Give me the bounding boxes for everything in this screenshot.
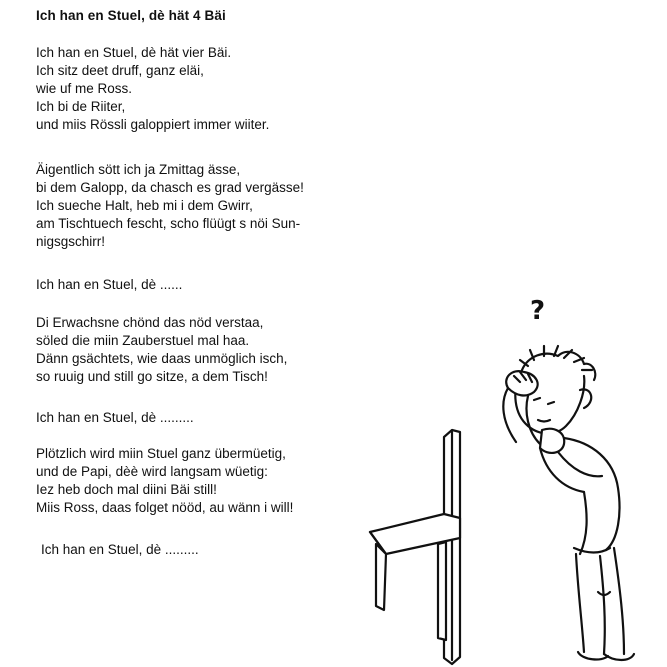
poem-line: und de Papi, dèè wird langsam wüetig: [36,464,268,479]
poem-line: Ich han en Stuel, dè ...... [36,277,183,292]
poem-line: Ich bi de Riiter, [36,99,126,114]
poem-line: Dänn gsächtets, wie daas unmöglich isch, [36,351,288,366]
poem-line: Iez heb doch mal diini Bäi still! [36,482,217,497]
puzzled-boy-and-chair-icon [352,292,667,667]
poem-line: Ich han en Stuel, dè ......... [36,410,194,425]
poem-line: Plötzlich wird miin Stuel ganz übermüetig, [36,446,286,461]
poem-line: bi dem Galopp, da chasch es grad vergässe! [36,180,304,195]
poem-line: Äigentlich sött ich ja Zmittag ässe, [36,162,241,177]
poem-line: Ich sueche Halt, heb mi i dem Gwirr, [36,198,253,213]
question-mark: ? [530,296,546,326]
poem-title: Ich han en Stuel, dè hät 4 Bäi [36,8,226,23]
poem-line: Ich sitz deet druff, ganz eläi, [36,63,204,78]
poem-line: so ruuig und still go sitze, a dem Tisch! [36,369,268,384]
chair-icon [370,430,460,664]
poem-line: und miis Rössli galoppiert immer wiiter. [36,117,270,132]
stanza-7-refrain [41,541,199,559]
stanza-2 [36,161,304,251]
boy-icon [503,346,634,660]
poem-line: Di Erwachsne chönd das nöd verstaa, [36,315,264,330]
stanza-6 [36,445,293,517]
stanza-5-refrain [36,409,194,427]
stanza-1 [36,44,269,134]
poem-line: söled die miin Zauberstuel mal haa. [36,333,250,348]
poem-line: am Tischtuech fescht, scho flüügt s nöi Sun- [36,216,301,231]
poem-line: Miis Ross, daas folget nööd, au wänn i will! [36,500,294,515]
poem-line: Ich han en Stuel, dè hät vier Bäi. [36,45,232,60]
poem-line: wie uf me Ross. [36,81,133,96]
poem-line: Ich han en Stuel, dè ......... [41,542,199,557]
stanza-4 [36,314,287,386]
poem-line: nigsgschirr! [36,234,106,249]
stanza-3-refrain [36,276,182,294]
